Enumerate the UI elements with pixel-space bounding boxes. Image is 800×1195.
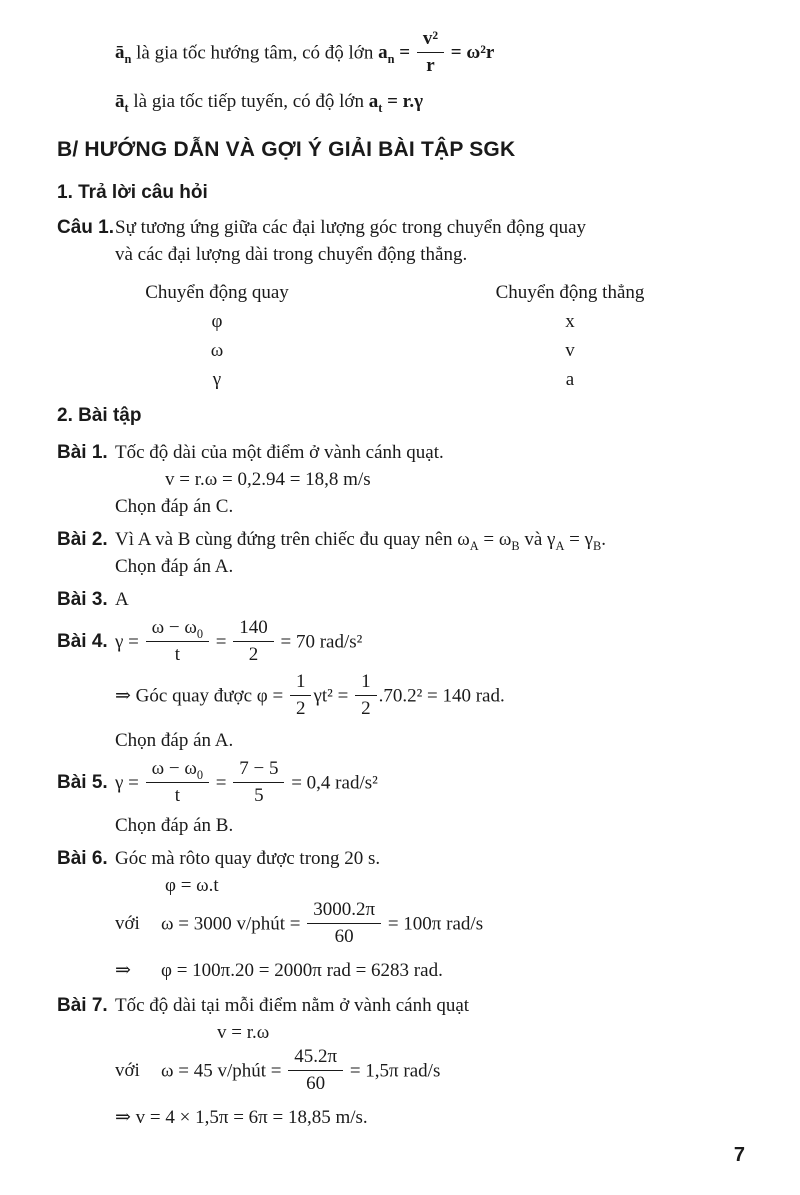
bai5-label: Bài 5. bbox=[57, 772, 108, 794]
equals-sign: = bbox=[394, 42, 415, 64]
period: . bbox=[601, 529, 606, 550]
bai7-voi-line bbox=[57, 1046, 745, 1098]
fraction-omega-diff-over-t bbox=[146, 617, 209, 666]
table-header-linear: Chuyển động thẳng bbox=[495, 282, 645, 303]
table-row bbox=[57, 365, 745, 394]
at-formula bbox=[368, 91, 424, 115]
an-formula bbox=[378, 28, 495, 76]
fraction-numerator bbox=[146, 617, 209, 641]
vector-a-glyph: ā bbox=[115, 91, 125, 112]
table-cell-phi: φ bbox=[211, 311, 223, 332]
subscript-t: t bbox=[378, 100, 383, 115]
fraction-denominator: 2 bbox=[355, 695, 377, 720]
section1-title: 1. Trả lời câu hỏi bbox=[57, 182, 208, 203]
implies-angle-text: ⇒ Góc quay được φ = bbox=[115, 685, 288, 707]
fraction-denominator: 2 bbox=[233, 641, 274, 666]
a-symbol: a bbox=[378, 42, 388, 64]
fraction-denominator: 60 bbox=[288, 1070, 343, 1095]
fraction-numerator: 7 − 5 bbox=[239, 758, 279, 779]
fraction-denominator: 60 bbox=[307, 923, 381, 948]
fraction-denominator: t bbox=[146, 782, 209, 807]
bai5-line1 bbox=[57, 758, 745, 810]
bai4-answer: Chọn đáp án A. bbox=[115, 730, 234, 751]
fraction-omega-diff-over-t bbox=[146, 758, 209, 807]
bai7-label: Bài 7. bbox=[57, 995, 108, 1016]
centripetal-definition-text: là gia tốc hướng tâm, có độ lớn bbox=[131, 42, 379, 64]
bai3-label: Bài 3. bbox=[57, 589, 108, 610]
fraction-140-over-2 bbox=[233, 617, 274, 666]
subscript-t: t bbox=[124, 100, 129, 115]
fraction-numerator: 45.2π bbox=[294, 1046, 338, 1067]
gamma-equals: γ = bbox=[115, 772, 144, 794]
omega-minus-omega: ω − ω bbox=[151, 758, 197, 779]
fraction-1-over-2 bbox=[290, 671, 312, 720]
subscript-0: 0 bbox=[196, 767, 204, 782]
bai6-statement bbox=[57, 845, 745, 872]
cau1-text bbox=[115, 214, 745, 268]
correspondence-table bbox=[57, 278, 745, 394]
fraction-1-over-2 bbox=[355, 671, 377, 720]
voi-word: với bbox=[115, 1060, 140, 1082]
bai1-text: Tốc độ dài của một điểm ở vành cánh quạt. bbox=[115, 442, 444, 463]
fraction-denominator: 2 bbox=[290, 695, 312, 720]
result-15pi: = 1,5π rad/s bbox=[345, 1060, 441, 1082]
subscript-B: B bbox=[511, 538, 520, 553]
cau1-line2: và các đại lượng dài trong chuyển động thẳng. bbox=[115, 244, 468, 265]
tangential-definition-text: là gia tốc tiếp tuyến, có độ lớn bbox=[128, 91, 369, 112]
table-header-row bbox=[57, 278, 745, 307]
voi-word: với bbox=[115, 913, 140, 935]
subscript-A: A bbox=[555, 538, 565, 553]
result-04-rads2: = 0,4 rad/s² bbox=[286, 772, 378, 794]
fraction-numerator bbox=[146, 758, 209, 782]
formula-centripetal-line bbox=[57, 28, 745, 80]
result-100pi: = 100π rad/s bbox=[383, 913, 484, 935]
equals-sign: = bbox=[211, 631, 232, 653]
bai6-label: Bài 6. bbox=[57, 848, 108, 869]
a-symbol: a bbox=[368, 91, 379, 112]
vector-a-glyph: ā bbox=[115, 42, 125, 64]
omega-minus-omega: ω − ω bbox=[151, 617, 197, 638]
bai4-line2 bbox=[57, 671, 745, 723]
fraction-3000-2pi-over-60 bbox=[307, 899, 381, 948]
cau1-label: Câu 1. bbox=[57, 217, 115, 238]
subscript-n: n bbox=[387, 52, 395, 67]
table-cell-gamma: γ bbox=[212, 369, 222, 390]
table-cell-a: a bbox=[565, 369, 575, 390]
subscript-A: A bbox=[469, 538, 479, 553]
table-cell-x: x bbox=[565, 311, 575, 332]
vector-a-t bbox=[115, 91, 129, 115]
result-140-rad: .70.2² = 140 rad. bbox=[378, 685, 505, 707]
bai4-line1 bbox=[57, 617, 745, 669]
fraction-45-2pi-over-60 bbox=[288, 1046, 343, 1095]
bai7-result-line: ⇒ v = 4 × 1,5π = 6π = 18,85 m/s. bbox=[115, 1107, 368, 1128]
gamma-t-squared: γt² = bbox=[313, 685, 354, 707]
omega-45: ω = 45 v/phút = bbox=[161, 1060, 287, 1082]
cau1-line1: Sự tương ứng giữa các đại lượng góc trong chuyển động quay bbox=[115, 217, 587, 238]
bai1-label: Bài 1. bbox=[57, 442, 108, 463]
formula-tangential-line bbox=[57, 88, 745, 115]
fraction-numerator: 1 bbox=[295, 671, 306, 692]
bai1-formula: v = r.ω = 0,2.94 = 18,8 m/s bbox=[165, 469, 371, 490]
bai7-statement bbox=[57, 992, 745, 1019]
bai2-statement bbox=[57, 526, 745, 553]
gamma-equals: γ = bbox=[115, 631, 144, 653]
subscript-n: n bbox=[124, 52, 132, 67]
page-number: 7 bbox=[733, 1144, 745, 1166]
fraction-numerator: 140 bbox=[239, 617, 268, 638]
bai3-statement bbox=[57, 586, 745, 613]
bai2-answer: Chọn đáp án A. bbox=[115, 556, 234, 577]
bai1-statement bbox=[57, 439, 745, 466]
bai4-label: Bài 4. bbox=[57, 631, 108, 653]
bai7-formula1: v = r.ω bbox=[217, 1022, 270, 1043]
bai6-voi-line bbox=[57, 899, 745, 951]
table-row bbox=[57, 307, 745, 336]
omega-squared-r: ω²r bbox=[466, 42, 495, 64]
fraction-numerator: v² bbox=[422, 28, 439, 49]
equals-gamma: = γ bbox=[564, 529, 593, 550]
phi-result: φ = 100π.20 = 2000π rad = 6283 rad. bbox=[161, 960, 443, 981]
subscript-0: 0 bbox=[196, 626, 204, 641]
implies-arrow: ⇒ bbox=[115, 960, 131, 981]
equals-sign: = bbox=[211, 772, 232, 794]
bai7-text: Tốc độ dài tại mỗi điểm nằm ở vành cánh quạt bbox=[115, 995, 470, 1016]
fraction-numerator: 1 bbox=[361, 671, 371, 692]
bai2-label: Bài 2. bbox=[57, 529, 108, 550]
result-70-rads2: = 70 rad/s² bbox=[275, 631, 363, 653]
subscript-B: B bbox=[592, 538, 602, 553]
bai6-result-line bbox=[57, 957, 745, 984]
bai5-answer: Chọn đáp án B. bbox=[115, 815, 234, 836]
table-cell-v: v bbox=[565, 340, 575, 361]
fraction-7minus5-over-5 bbox=[233, 758, 284, 807]
fraction-denominator: t bbox=[146, 641, 209, 666]
bai6-text: Góc mà rôto quay được trong 20 s. bbox=[115, 848, 381, 869]
fraction-v2-over-r bbox=[417, 28, 444, 77]
section-b-heading: B/ HƯỚNG DẪN VÀ GỢI Ý GIẢI BÀI TẬP SGK bbox=[57, 138, 516, 161]
section2-title: 2. Bài tập bbox=[57, 405, 142, 426]
table-cell-omega: ω bbox=[210, 340, 224, 361]
fraction-denominator: r bbox=[417, 52, 444, 77]
equals-omega: = ω bbox=[478, 529, 512, 550]
fraction-denominator: 5 bbox=[233, 782, 284, 807]
cau1-paragraph bbox=[57, 214, 745, 268]
bai2-text: Vì A và B cùng đứng trên chiếc đu quay nên ω bbox=[115, 529, 470, 550]
bai1-answer: Chọn đáp án C. bbox=[115, 496, 234, 517]
omega-3000: ω = 3000 v/phút = bbox=[161, 913, 306, 935]
table-row bbox=[57, 336, 745, 365]
bai6-formula1: φ = ω.t bbox=[165, 875, 219, 896]
bai3-answer-letter: A bbox=[115, 589, 129, 610]
and-gamma: và γ bbox=[519, 529, 556, 550]
equals-sign: = bbox=[446, 42, 467, 64]
vector-a-n bbox=[115, 42, 132, 67]
table-header-rotation: Chuyển động quay bbox=[145, 282, 289, 303]
fraction-numerator: 3000.2π bbox=[313, 899, 376, 920]
r-gamma: = r.γ bbox=[382, 91, 424, 112]
